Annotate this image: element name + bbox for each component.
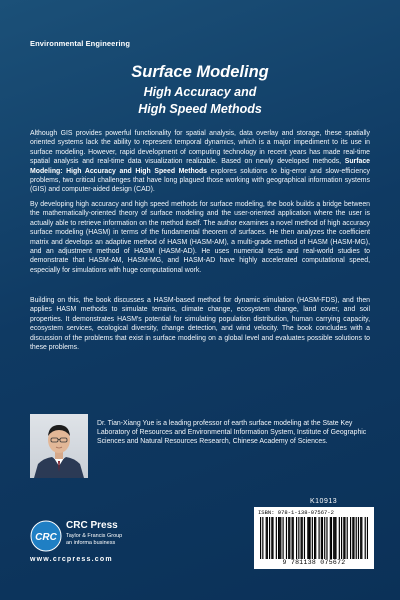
category-label: Environmental Engineering	[30, 39, 131, 48]
book-subtitle-line-1: High Accuracy and	[143, 85, 257, 99]
description-paragraph-2: By developing high accuracy and high speed methods for surface modeling, the book builds a bridge between the mathematically-oriented theory of surface modeling and the user-oriented application where the user is actually able to retrieve information on the method itself. The author examines a novel method of high accuracy surface modeling (HASM) in terms of the fundamental theorem of surfaces. He then analyzes the coefficient matrix and develops an adaptive method of HASM (HASM-AM), a multi-grade method of HASM (HASM-MG), and an adjustment method of HASM (HASM-AD). He uses numerical tests and real-world studies to demonstrate that HASM-AM, HASM-MG, and HASM-AD have highly accelerated computational speed, especially for simulations with huge computational work.	[30, 201, 370, 274]
publisher-website: www.crcpress.com	[30, 556, 113, 563]
book-title: Surface Modeling	[131, 63, 269, 81]
p1-bold-title: Surface Modeling: High Accuracy and High Speed Methods	[30, 158, 370, 175]
publisher-group: Taylor & Francis Group	[66, 533, 123, 539]
publisher-tagline: an informa business	[66, 540, 116, 546]
catalog-number: K10913	[310, 498, 338, 505]
isbn-barcode	[254, 507, 374, 569]
description-paragraph-1	[30, 129, 370, 195]
publisher-name: CRC Press	[66, 520, 118, 531]
author-portrait-graphic	[30, 414, 88, 478]
crc-press-logo	[30, 520, 62, 557]
crc-logo-text: CRC	[35, 532, 57, 543]
p1-text-start: Although GIS provides powerful functionality for spatial analysis, data overlay and storage, these spatially oriented systems lack the ability to represent temporal dynamics, which is a major impediment to its use in surface modeling. However, rapid development of computing technology in recent years has made real-time spatial analysis and real-time data visualization realizable. Based on newly developed methods,	[30, 130, 370, 166]
author-bio: Dr. Tian-Xiang Yue is a leading professor of earth surface modeling at the State Key Laboratory of Resources and Environmental Information System, Institute of Geographic Sciences and Natural Resources Research, Chinese Academy of Sciences.	[97, 420, 367, 446]
book-subtitle-line-2: High Speed Methods	[138, 102, 262, 116]
barcode-bars	[260, 517, 368, 559]
description-paragraph-3: Building on this, the book discusses a HASM-based method for dynamic simulation (HASM-FDS), and then applies HASM methods to simulate terrains, climate change, ecosystem change, land cover, and soil properties. It demonstrates HASM's potential for simulating population distribution, human carrying capacity, ecosystem services, ecological diversity, change detection, and wind velocity. The book concludes with a discussion of the problems that exist in surface modeling on a global level and evaluates possible solutions to these problems.	[30, 297, 370, 352]
author-photo	[30, 414, 88, 478]
crc-logo-icon	[30, 520, 62, 552]
barcode-digits: 9 781138 075672	[282, 559, 346, 566]
isbn-number: ISBN: 978-1-138-07567-2	[258, 509, 334, 516]
p1-text-end: explores solutions to big-error and slow-efficiency problems, two critical challenges that have long plagued those working with geographical information systems (GIS) and computer-aided design (CAD).	[30, 167, 370, 194]
